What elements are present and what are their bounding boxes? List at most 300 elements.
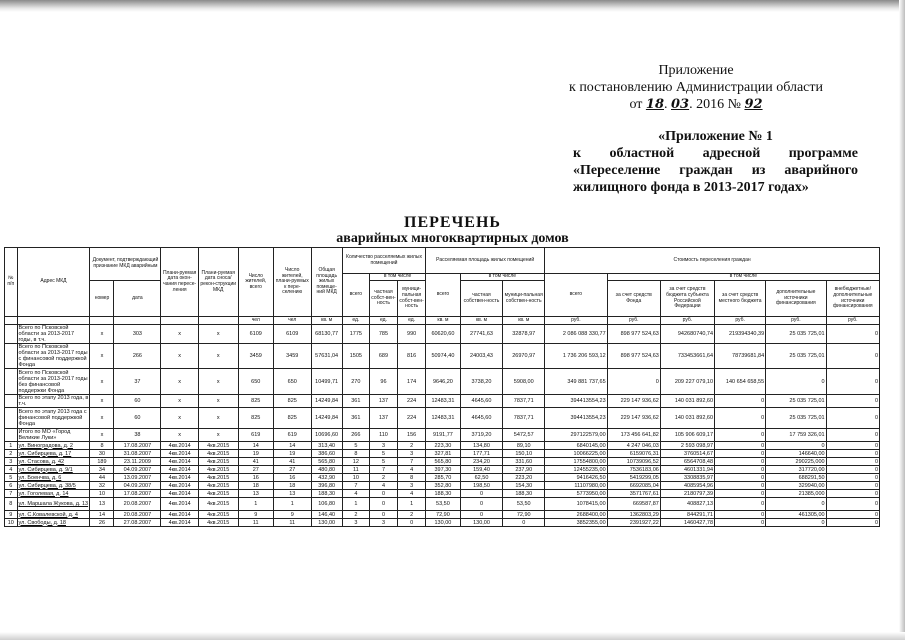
table-cell-dd: 60 bbox=[114, 408, 161, 429]
table-cell-name: ул. Сибирцева, д. 38/5 bbox=[17, 482, 90, 490]
table-cell-dd: 20.08.2007 bbox=[114, 511, 161, 519]
table-cell-sm: 188,30 bbox=[503, 490, 545, 498]
table-cell-ct: 361 bbox=[342, 408, 369, 429]
program-word: аварийного bbox=[784, 163, 858, 178]
handwritten-day: 18 bbox=[645, 97, 664, 112]
table-cell-rp: 27 bbox=[273, 466, 311, 474]
table-cell-pd: х bbox=[198, 395, 238, 408]
table-cell-sm: 72,90 bbox=[503, 511, 545, 519]
table-cell-loc: 0 bbox=[715, 519, 766, 527]
table-cell-reg: 3760514,67 bbox=[660, 450, 714, 458]
table-cell-pd: х bbox=[198, 369, 238, 395]
table-cell-sm: 331,60 bbox=[503, 458, 545, 466]
table-row bbox=[5, 482, 880, 490]
table-cell-sp: 4645,60 bbox=[460, 395, 503, 408]
header-rooms-including: в том числе bbox=[369, 274, 425, 281]
table-cell-r: 27 bbox=[238, 466, 273, 474]
unit-cell: чел bbox=[238, 317, 273, 325]
table-cell-at: 10696,60 bbox=[311, 429, 342, 442]
table-cell-cp: 689 bbox=[369, 344, 397, 369]
table-cell-name: ул. С.Ковалевской, д. 4 bbox=[17, 511, 90, 519]
table-cell-name: ул. Гоголевая, д. 14 bbox=[17, 490, 90, 498]
table-cell-ct: 1 bbox=[342, 498, 369, 511]
table-cell-name: Итого по МО «Город Великие Луки» bbox=[17, 429, 90, 442]
table-cell-pd: х bbox=[198, 344, 238, 369]
appendix-date-line: от 18. 03. 2016 № 92 bbox=[629, 97, 763, 112]
header-area-private: частная собствен-ность bbox=[460, 281, 503, 317]
table-cell-name: Всего по Псковской области за 2013-2017 годы без финансовой поддержки Фонда bbox=[17, 369, 90, 395]
table-cell-reg: 140 031 892,60 bbox=[660, 395, 714, 408]
table-cell-n: 8 bbox=[5, 498, 18, 511]
unit-cell: руб. bbox=[545, 317, 608, 325]
table-cell-f: 669587,87 bbox=[607, 498, 660, 511]
table-cell-at: 480,80 bbox=[311, 466, 342, 474]
table-cell-ext: 0 bbox=[826, 466, 879, 474]
table-cell-st: 9191,77 bbox=[426, 429, 460, 442]
table-row bbox=[5, 458, 880, 466]
program-line1: «Приложение № 1 bbox=[658, 129, 773, 144]
table-cell-cm: 156 bbox=[398, 429, 426, 442]
table-cell-rp: 11 bbox=[273, 519, 311, 527]
table-cell-at: 386,60 bbox=[311, 450, 342, 458]
header-rooms-municipal: муници-пальная собст-вен-ность bbox=[398, 281, 426, 317]
table-cell-reg: 209 227 079,10 bbox=[660, 369, 714, 395]
header-address: Адрес МКД bbox=[17, 248, 90, 317]
table-cell-ct: 3 bbox=[342, 519, 369, 527]
table-cell-cp: 0 bbox=[369, 511, 397, 519]
table-cell-cp: 3 bbox=[369, 442, 397, 450]
table-cell-n: 1 bbox=[5, 442, 18, 450]
table-cell-st: 188,30 bbox=[426, 490, 460, 498]
table-cell-loc: 140 654 658,55 bbox=[715, 369, 766, 395]
program-word: граждан bbox=[679, 163, 733, 178]
table-cell-add: 21385,000 bbox=[766, 490, 826, 498]
table-cell-ct: 266 bbox=[342, 429, 369, 442]
table-cell-st: 223,30 bbox=[426, 442, 460, 450]
table-cell-pe: 4кв.2014 bbox=[161, 511, 199, 519]
table-cell-cm: 990 bbox=[398, 325, 426, 344]
table-cell-at: 130,00 bbox=[311, 519, 342, 527]
table-cell-ct: 7 bbox=[342, 482, 369, 490]
table-cell-ext: 0 bbox=[826, 474, 879, 482]
table-cell-st: 285,70 bbox=[426, 474, 460, 482]
header-cost-including: в том числе bbox=[607, 274, 879, 281]
table-cell-name: ул. Маршала Жукова, д. 13 bbox=[17, 498, 90, 511]
table-cell-loc: 0 bbox=[715, 395, 766, 408]
table-cell-r: 6109 bbox=[238, 325, 273, 344]
table-cell-rp: 16 bbox=[273, 474, 311, 482]
table-cell-cp: 2 bbox=[369, 474, 397, 482]
table-cell-pd: 4кв.2015 bbox=[198, 474, 238, 482]
table-cell-pe: 4кв.2014 bbox=[161, 498, 199, 511]
table-cell-add: 0 bbox=[766, 369, 826, 395]
table-cell-sp: 134,80 bbox=[460, 442, 503, 450]
table-cell-sp: 0 bbox=[460, 511, 503, 519]
table-cell-ext: 0 bbox=[826, 325, 879, 344]
table-cell-loc: 0 bbox=[715, 482, 766, 490]
table-cell-sm: 53,50 bbox=[503, 498, 545, 511]
table-cell-cp: 785 bbox=[369, 325, 397, 344]
table-cell-at: 68130,77 bbox=[311, 325, 342, 344]
table-cell-add: 688291,50 bbox=[766, 474, 826, 482]
table-cell-add: 25 035 725,01 bbox=[766, 325, 826, 344]
table-cell-r: 19 bbox=[238, 450, 273, 458]
table-cell-n: 2 bbox=[5, 450, 18, 458]
table-cell-c: 297122579,00 bbox=[545, 429, 608, 442]
table-cell-dd: 27.08.2007 bbox=[114, 519, 161, 527]
table-cell-ct: 361 bbox=[342, 395, 369, 408]
table-cell-c: 3852355,00 bbox=[545, 519, 608, 527]
table-cell-reg: 3308835,97 bbox=[660, 474, 714, 482]
table-cell-f: 898 977 524,63 bbox=[607, 325, 660, 344]
table-cell-sm: 89,10 bbox=[503, 442, 545, 450]
table-cell-rp: 825 bbox=[273, 408, 311, 429]
table-cell-cm: 4 bbox=[398, 490, 426, 498]
table-cell-dn: х bbox=[90, 369, 114, 395]
unit-cell: руб. bbox=[826, 317, 879, 325]
table-cell-loc: 0 bbox=[715, 408, 766, 429]
table-cell-cp: 0 bbox=[369, 490, 397, 498]
table-cell-reg: 6564708,48 bbox=[660, 458, 714, 466]
table-cell-n bbox=[5, 344, 18, 369]
header-cost-region: за счет средств бюджета субъекта Российской Федерации bbox=[660, 281, 714, 317]
table-cell-reg: 942680740,74 bbox=[660, 325, 714, 344]
table-cell-ext: 0 bbox=[826, 482, 879, 490]
header-rooms-total: всего bbox=[342, 274, 369, 317]
table-cell-pe: х bbox=[161, 429, 199, 442]
table-row bbox=[5, 466, 880, 474]
table-cell-dn: 30 bbox=[90, 450, 114, 458]
scan-right-shadow bbox=[899, 0, 905, 640]
table-cell-dd: 13.09.2007 bbox=[114, 474, 161, 482]
table-cell-sp: 234,20 bbox=[460, 458, 503, 466]
header-cost-additional: дополнительные источники финансирования bbox=[766, 281, 826, 317]
table-cell-st: 72,90 bbox=[426, 511, 460, 519]
table-cell-st: 565,80 bbox=[426, 458, 460, 466]
table-cell-st: 9646,20 bbox=[426, 369, 460, 395]
header-doc-date: дата bbox=[114, 281, 161, 317]
header-area-total2: всего bbox=[426, 274, 460, 317]
table-cell-rp: 14 bbox=[273, 442, 311, 450]
table-cell-ct: 2 bbox=[342, 511, 369, 519]
table-cell-dn: 13 bbox=[90, 498, 114, 511]
table-cell-rp: 650 bbox=[273, 369, 311, 395]
document-subtitle: аварийных многоквартирных домов bbox=[336, 231, 569, 246]
table-cell-pe: 4кв.2014 bbox=[161, 466, 199, 474]
table-cell-f: 229 147 936,62 bbox=[607, 395, 660, 408]
table-cell-c: 5773950,00 bbox=[545, 490, 608, 498]
appendix-line1: Приложение bbox=[658, 63, 734, 78]
table-cell-sm: 5472,57 bbox=[503, 429, 545, 442]
table-cell-f: 7536183,06 bbox=[607, 466, 660, 474]
table-cell-cp: 110 bbox=[369, 429, 397, 442]
table-cell-rp: 6109 bbox=[273, 325, 311, 344]
table-cell-n bbox=[5, 408, 18, 429]
table-cell-ct: 8 bbox=[342, 450, 369, 458]
header-area-resettled: Расселяемая площадь жилых помещений bbox=[426, 248, 545, 274]
table-cell-sp: 0 bbox=[460, 490, 503, 498]
units-row bbox=[5, 317, 880, 325]
table-cell-rp: 19 bbox=[273, 450, 311, 458]
table-cell-r: 9 bbox=[238, 511, 273, 519]
table-cell-ext: 0 bbox=[826, 442, 879, 450]
table-cell-add: 329940,00 bbox=[766, 482, 826, 490]
unit-cell: чел bbox=[273, 317, 311, 325]
table-cell-dn: х bbox=[90, 344, 114, 369]
table-cell-at: 57631,04 bbox=[311, 344, 342, 369]
table-cell-add: 290225,000 bbox=[766, 458, 826, 466]
table-cell-pe: 4кв.2014 bbox=[161, 482, 199, 490]
table-cell-cm: 2 bbox=[398, 442, 426, 450]
table-cell-dn: х bbox=[90, 429, 114, 442]
table-cell-loc: 0 bbox=[715, 458, 766, 466]
table-cell-ct: 1775 bbox=[342, 325, 369, 344]
table-cell-name: ул. Сибирцева, д. 9/1 bbox=[17, 466, 90, 474]
table-cell-sm: 223,20 bbox=[503, 474, 545, 482]
table-cell-at: 188,30 bbox=[311, 490, 342, 498]
table-cell-at: 146,40 bbox=[311, 511, 342, 519]
table-cell-pd: 4кв.2015 bbox=[198, 498, 238, 511]
table-cell-sp: 3719,20 bbox=[460, 429, 503, 442]
table-cell-reg: 4085954,96 bbox=[660, 482, 714, 490]
table-cell-dn: 8 bbox=[90, 442, 114, 450]
table-cell-f: 0 bbox=[607, 369, 660, 395]
table-cell-n bbox=[5, 429, 18, 442]
table-cell-rp: 3459 bbox=[273, 344, 311, 369]
handwritten-number: 92 bbox=[744, 97, 763, 112]
table-cell-reg: 140 031 892,60 bbox=[660, 408, 714, 429]
table-cell-name: Всего по этапу 2013 года с финансовой поддержкой Фонда bbox=[17, 408, 90, 429]
table-row bbox=[5, 442, 880, 450]
table-cell-dd: 266 bbox=[114, 344, 161, 369]
table-cell-at: 396,80 bbox=[311, 482, 342, 490]
table-cell-c: 394413554,23 bbox=[545, 395, 608, 408]
table-cell-pd: 4кв.2015 bbox=[198, 458, 238, 466]
table-cell-rp: 13 bbox=[273, 490, 311, 498]
table-cell-f: 6692085,04 bbox=[607, 482, 660, 490]
unit-cell: кв. м bbox=[311, 317, 342, 325]
table-cell-name: ул. Сибирцева, д. 17 bbox=[17, 450, 90, 458]
table-cell-rp: 9 bbox=[273, 511, 311, 519]
table-cell-add: 0 bbox=[766, 442, 826, 450]
table-row bbox=[5, 498, 880, 511]
header-number: № п/п bbox=[5, 248, 18, 317]
table-row bbox=[5, 429, 880, 442]
table-cell-sm: 32878,97 bbox=[503, 325, 545, 344]
table-cell-loc: 219394340,39 bbox=[715, 325, 766, 344]
appendix-header bbox=[569, 62, 823, 113]
table-cell-dn: 26 bbox=[90, 519, 114, 527]
table-cell-at: 313,40 bbox=[311, 442, 342, 450]
table-cell-n: 9 bbox=[5, 511, 18, 519]
table-cell-reg: 2180797,39 bbox=[660, 490, 714, 498]
table-cell-sm: 0 bbox=[503, 519, 545, 527]
table-cell-ext: 0 bbox=[826, 429, 879, 442]
table-cell-sp: 198,50 bbox=[460, 482, 503, 490]
table-cell-dd: 23.11.2009 bbox=[114, 458, 161, 466]
table-cell-reg: 733453661,64 bbox=[660, 344, 714, 369]
table-cell-r: 825 bbox=[238, 395, 273, 408]
table-cell-c: 2 086 088 330,77 bbox=[545, 325, 608, 344]
table-cell-f: 2391927,22 bbox=[607, 519, 660, 527]
table-cell-dn: 44 bbox=[90, 474, 114, 482]
table-cell-pd: х bbox=[198, 429, 238, 442]
table-cell-n: 4 bbox=[5, 466, 18, 474]
table-cell-ct: 270 bbox=[342, 369, 369, 395]
table-cell-n bbox=[5, 395, 18, 408]
program-word: адресной bbox=[702, 146, 761, 161]
table-cell-cm: 174 bbox=[398, 369, 426, 395]
header-rooms-private: частная собст-вен-ность bbox=[369, 281, 397, 317]
header-cost-total: всего bbox=[545, 274, 608, 317]
table-cell-name: Всего по этапу 2013 года, в т.ч. bbox=[18, 395, 89, 407]
program-reference bbox=[573, 128, 858, 196]
table-row bbox=[5, 408, 880, 429]
table-cell-loc: 78739681,84 bbox=[715, 344, 766, 369]
table-cell-loc: 0 bbox=[715, 429, 766, 442]
table-cell-st: 12483,31 bbox=[426, 395, 460, 408]
table-cell-sp: 4645,60 bbox=[460, 408, 503, 429]
table-cell-cm: 224 bbox=[398, 408, 426, 429]
table-cell-loc: 0 bbox=[715, 442, 766, 450]
table-cell-add: 0 bbox=[766, 498, 826, 511]
table-cell-f: 10739096,52 bbox=[607, 458, 660, 466]
program-word: областной bbox=[609, 146, 675, 161]
table-cell-loc: 0 bbox=[715, 498, 766, 511]
date-prefix: от bbox=[629, 97, 643, 112]
table-cell-dd: 17.08.2007 bbox=[114, 490, 161, 498]
table-cell-pd: х bbox=[198, 408, 238, 429]
table-cell-pe: х bbox=[161, 369, 199, 395]
table-cell-name: ул. Боенчва, д. 6 bbox=[17, 474, 90, 482]
table-cell-dd: 17.08.2007 bbox=[114, 442, 161, 450]
table-cell-ct: 10 bbox=[342, 474, 369, 482]
table-cell-pd: 4кв.2015 bbox=[198, 490, 238, 498]
table-cell-pe: х bbox=[161, 395, 199, 408]
table-cell-pe: 4кв.2014 bbox=[161, 450, 199, 458]
table-cell-st: 130,00 bbox=[426, 519, 460, 527]
table-cell-ct: 1505 bbox=[342, 344, 369, 369]
table-cell-sp: 24003,43 bbox=[460, 344, 503, 369]
table-cell-dn: х bbox=[90, 395, 114, 408]
table-cell-dd: 31.08.2007 bbox=[114, 450, 161, 458]
table-cell-r: 11 bbox=[238, 519, 273, 527]
program-word: «Переселение bbox=[573, 163, 661, 178]
program-word: из bbox=[751, 163, 766, 178]
scan-bottom-shadow bbox=[0, 632, 905, 640]
table-cell-sp: 130,00 bbox=[460, 519, 503, 527]
table-cell-n: 3 bbox=[5, 458, 18, 466]
table-cell-c: 1078415,00 bbox=[545, 498, 608, 511]
table-cell-sp: 159,40 bbox=[460, 466, 503, 474]
table-cell-c: 17554800,00 bbox=[545, 458, 608, 466]
table-row bbox=[5, 519, 880, 527]
table-cell-cp: 4 bbox=[369, 482, 397, 490]
table-cell-n: 5 bbox=[5, 474, 18, 482]
header-residents: Число жителей, всего bbox=[238, 248, 273, 317]
header-residents-planned: Число жителей, плани-руемых к пере-селению bbox=[273, 248, 311, 317]
table-cell-add: 317720,00 bbox=[766, 466, 826, 474]
table-cell-dn: х bbox=[90, 325, 114, 344]
table-cell-add: 25 035 725,01 bbox=[766, 344, 826, 369]
table-cell-st: 53,50 bbox=[426, 498, 460, 511]
table-cell-n: 10 bbox=[5, 519, 18, 527]
table-cell-dd: 60 bbox=[114, 395, 161, 408]
buildings-table bbox=[4, 247, 880, 527]
table-cell-add: 146640,00 bbox=[766, 450, 826, 458]
table-cell-at: 10499,71 bbox=[311, 369, 342, 395]
table-cell-r: 1 bbox=[238, 498, 273, 511]
table-cell-name: Всего по Псковской области за 2013-2017 годы с финансовой поддержкой Фонда bbox=[17, 344, 90, 369]
table-cell-n: 6 bbox=[5, 482, 18, 490]
table-cell-add: 25 035 725,01 bbox=[766, 395, 826, 408]
table-cell-rp: 1 bbox=[273, 498, 311, 511]
table-cell-cm: 0 bbox=[398, 519, 426, 527]
table-cell-sp: 3738,20 bbox=[460, 369, 503, 395]
table-cell-r: 3459 bbox=[238, 344, 273, 369]
table-cell-at: 106,80 bbox=[311, 498, 342, 511]
unit-cell: ед. bbox=[398, 317, 426, 325]
table-cell-dn: 14 bbox=[90, 511, 114, 519]
table-cell-sm: 26970,97 bbox=[503, 344, 545, 369]
table-cell-ext: 0 bbox=[826, 408, 879, 429]
table-cell-f: 5419299,05 bbox=[607, 474, 660, 482]
table-cell-r: 14 bbox=[238, 442, 273, 450]
unit-cell: руб. bbox=[607, 317, 660, 325]
table-cell-sm: 154,30 bbox=[503, 482, 545, 490]
table-cell-c: 349 881 737,65 bbox=[545, 369, 608, 395]
table-cell-reg: 408827,13 bbox=[660, 498, 714, 511]
table-cell-dd: 20.08.2007 bbox=[114, 498, 161, 511]
header-document: Документ, подтверждающий признание МКД аварийным bbox=[90, 248, 161, 281]
table-cell-r: 619 bbox=[238, 429, 273, 442]
table-cell-ext: 0 bbox=[826, 369, 879, 395]
table-cell-loc: 0 bbox=[715, 474, 766, 482]
table-cell-ct: 12 bbox=[342, 458, 369, 466]
unit-cell: ед. bbox=[369, 317, 397, 325]
table-cell-sm: 7837,71 bbox=[503, 395, 545, 408]
table-cell-pe: х bbox=[161, 408, 199, 429]
table-cell-c: 394413554,23 bbox=[545, 408, 608, 429]
unit-cell: руб. bbox=[660, 317, 714, 325]
table-cell-sp: 177,71 bbox=[460, 450, 503, 458]
table-cell-rp: 825 bbox=[273, 395, 311, 408]
table-cell-ct: 4 bbox=[342, 490, 369, 498]
table-cell-cm: 2 bbox=[398, 511, 426, 519]
year-and-number-label: 2016 № bbox=[696, 97, 741, 112]
table-cell-dd: 303 bbox=[114, 325, 161, 344]
table-cell-dn: 34 bbox=[90, 466, 114, 474]
table-cell-c: 2688400,00 bbox=[545, 511, 608, 519]
table-cell-st: 397,30 bbox=[426, 466, 460, 474]
table-cell-r: 825 bbox=[238, 408, 273, 429]
table-cell-name: ул. Стасова, д. 42 bbox=[17, 458, 90, 466]
unit-cell: кв. м bbox=[460, 317, 503, 325]
unit-cell: руб. bbox=[715, 317, 766, 325]
table-cell-n bbox=[5, 325, 18, 344]
header-cost-extra: внебюджетные/ дополнительные источники финансирования bbox=[826, 281, 879, 317]
table-cell-cp: 5 bbox=[369, 458, 397, 466]
table-cell-cp: 0 bbox=[369, 498, 397, 511]
header-doc-number: номер bbox=[90, 281, 114, 317]
table-cell-ext: 0 bbox=[826, 458, 879, 466]
table-cell-cm: 3 bbox=[398, 482, 426, 490]
table-cell-name: ул. Свободы, д. 18 bbox=[17, 519, 90, 527]
program-line2 bbox=[573, 145, 858, 162]
table-cell-dn: 32 bbox=[90, 482, 114, 490]
table-cell-c: 10066225,00 bbox=[545, 450, 608, 458]
header-area-total: Общая площадь жилых помеще-ний МКД bbox=[311, 248, 342, 317]
